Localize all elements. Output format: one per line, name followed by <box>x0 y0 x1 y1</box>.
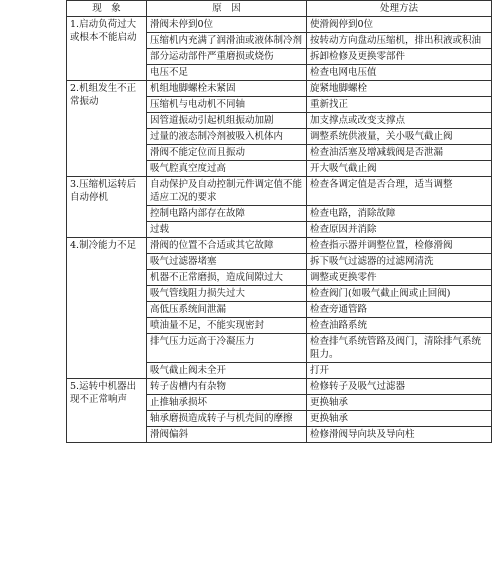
header-fix: 处理方法 <box>307 1 492 17</box>
fix-cell: 检修滑阀导向块及导向柱 <box>307 427 492 443</box>
cause-cell: 滑阀未停到0位 <box>147 17 307 33</box>
cause-cell: 滑阀的位置不合适或其它故障 <box>147 238 307 254</box>
symptom-cell: 5.运转中机器出现不正常响声 <box>67 379 147 443</box>
cause-cell: 吸气腔真空度过高 <box>147 161 307 177</box>
cause-cell: 轴承磨损造成转子与机壳间的摩擦 <box>147 411 307 427</box>
cause-cell: 过量的液态制冷剂被吸入机体内 <box>147 129 307 145</box>
table-row <box>67 379 492 395</box>
fix-cell: 调整系统供液量，关小吸气截止阀 <box>307 129 492 145</box>
fix-cell: 加支撑点或改变支撑点 <box>307 113 492 129</box>
fix-cell: 检查各调定值是否合理，适当调整 <box>307 177 492 206</box>
fix-cell: 开大吸气截止阀 <box>307 161 492 177</box>
fix-cell: 重新找正 <box>307 97 492 113</box>
header-cause: 原 因 <box>147 1 307 17</box>
fix-cell: 使滑阀停到0位 <box>307 17 492 33</box>
fix-cell: 拆下吸气过滤器的过滤网清洗 <box>307 254 492 270</box>
cause-cell: 压缩机与电动机不同轴 <box>147 97 307 113</box>
fix-cell: 检查电路，消除故障 <box>307 206 492 222</box>
fault-table <box>66 0 492 443</box>
cause-cell: 滑阀不能定位而且振动 <box>147 145 307 161</box>
cause-cell: 部分运动部件严重磨损或烧伤 <box>147 49 307 65</box>
symptom-cell: 3.压缩机运转后自动停机 <box>67 177 147 238</box>
fix-cell: 调整或更换零件 <box>307 270 492 286</box>
cause-cell: 控制电路内部存在故障 <box>147 206 307 222</box>
fix-cell: 旋紧地脚螺栓 <box>307 81 492 97</box>
cause-cell: 转子齿槽内有杂物 <box>147 379 307 395</box>
fix-cell: 检查原因并消除 <box>307 222 492 238</box>
cause-cell: 自动保护及自动控制元件调定值不能适应工况的要求 <box>147 177 307 206</box>
symptom-cell: 2.机组发生不正常振动 <box>67 81 147 177</box>
fix-cell: 检查油路系统 <box>307 318 492 334</box>
cause-cell: 机器不正常磨损，造成间隙过大 <box>147 270 307 286</box>
cause-cell: 吸气过滤器堵塞 <box>147 254 307 270</box>
table-row <box>67 177 492 206</box>
cause-cell: 滑阀偏斜 <box>147 427 307 443</box>
cause-cell: 吸气截止阀未全开 <box>147 363 307 379</box>
cause-cell: 因管道振动引起机组振动加剧 <box>147 113 307 129</box>
fix-cell: 检查阀门(如吸气截止阀或止回阀) <box>307 286 492 302</box>
cause-cell: 机组地脚螺栓未紧固 <box>147 81 307 97</box>
cause-cell: 高低压系统间泄漏 <box>147 302 307 318</box>
cause-cell: 排气压力远高于冷凝压力 <box>147 334 307 363</box>
cause-cell: 吸气管线阻力损失过大 <box>147 286 307 302</box>
fix-cell: 打开 <box>307 363 492 379</box>
fix-cell: 检查指示器并调整位置，检修滑阀 <box>307 238 492 254</box>
fix-cell: 更换轴承 <box>307 411 492 427</box>
fix-cell: 更换轴承 <box>307 395 492 411</box>
fix-cell: 检查电网电压值 <box>307 65 492 81</box>
symptom-cell: 4.制冷能力不足 <box>67 238 147 379</box>
cause-cell: 止推轴承损坏 <box>147 395 307 411</box>
cause-cell: 电压不足 <box>147 65 307 81</box>
table-row <box>67 81 492 97</box>
symptom-cell: 1.启动负荷过大或根本不能启动 <box>67 17 147 81</box>
cause-cell: 压缩机内充满了润滑油或液体制冷剂 <box>147 33 307 49</box>
fix-cell: 拆卸检修及更换零部件 <box>307 49 492 65</box>
table-row <box>67 238 492 254</box>
header-symptom: 现 象 <box>67 1 147 17</box>
cause-cell: 过载 <box>147 222 307 238</box>
fix-cell: 检查排气系统管路及阀门，清除排气系统阻力。 <box>307 334 492 363</box>
fix-cell: 检查旁通管路 <box>307 302 492 318</box>
table-row <box>67 17 492 33</box>
fix-cell: 检修转子及吸气过滤器 <box>307 379 492 395</box>
header-row <box>67 1 492 17</box>
fix-cell: 检查油活塞及增减载阀是否泄漏 <box>307 145 492 161</box>
cause-cell: 喷油量不足，不能实现密封 <box>147 318 307 334</box>
fix-cell: 按转动方向盘动压缩机，排出积液或积油 <box>307 33 492 49</box>
